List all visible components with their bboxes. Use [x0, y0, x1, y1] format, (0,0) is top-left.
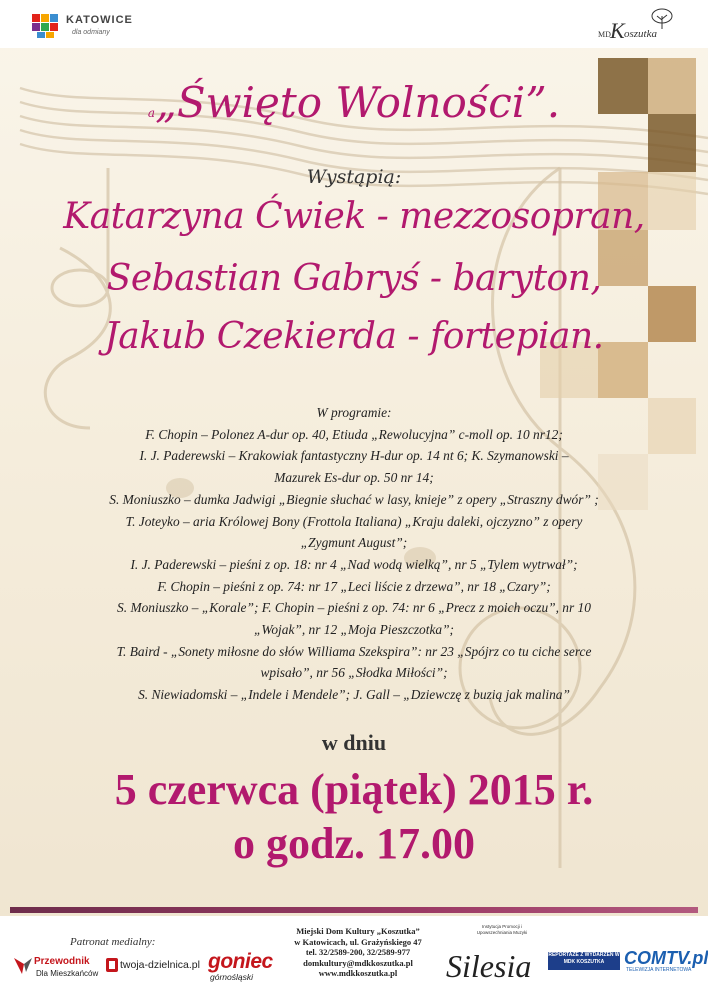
- programme-line: „Wojak”, nr 12 „Moja Pieszczotka”;: [253, 622, 454, 638]
- comtv-badge: REPORTAŻE Z WYDARZEŃ W MDK KOSZUTKA: [548, 952, 620, 970]
- address-line: www.mdkkoszutka.pl: [318, 968, 398, 979]
- title-text: „Święto Wolności”.: [155, 78, 561, 127]
- przewodnik-icon: [12, 954, 34, 976]
- event-time: o godz. 17.00: [233, 819, 475, 868]
- programme-line: T. Joteyko – aria Królowej Bony (Frottola Italiana) „Kraju daleki, ojczyzno” z opery: [125, 513, 583, 529]
- title-prefix: a: [147, 106, 156, 120]
- twoja-dzielnica-name: twoja-dzielnica.pl: [120, 959, 200, 971]
- programme-line: Mazurek Es-dur op. 50 nr 14;: [274, 470, 434, 486]
- performer-2: Sebastian Gabryś - baryton,: [106, 258, 602, 299]
- przewodnik-logo: [12, 952, 104, 984]
- mdk-initial: K: [610, 18, 625, 43]
- goniec-logo: [208, 950, 272, 986]
- programme-line: wpisało”, nr 56 „Słodka Miłości”;: [260, 665, 448, 681]
- programme-line: I. J. Paderewski – Krakowiak fantastyczny H-dur op. 14 nt 6; K. Szymanowski –: [139, 448, 569, 464]
- twoja-dzielnica-logo: [106, 956, 202, 976]
- performer-1: Katarzyna Ćwiek - mezzosopran,: [63, 196, 645, 237]
- event-date: 5 czerwca (piątek) 2015 r.: [114, 765, 594, 814]
- przewodnik-tagline: Dla Mieszkańców: [36, 969, 99, 978]
- organizer-address: [278, 926, 438, 979]
- programme-line: S. Moniuszko – „Korale”; F. Chopin – pieśni z op. 74: nr 6 „Precz z moich oczu”, nr 10: [117, 600, 591, 616]
- footer: [0, 916, 708, 1000]
- goniec-name: goniec: [208, 950, 273, 973]
- programme-line: S. Moniuszko – dumka Jadwigi „Biegnie słuchać w lasy, knieje” z opery „Straszny dwór” ;: [109, 491, 599, 507]
- address-line: Miejski Dom Kultury „Koszutka”: [296, 926, 420, 936]
- comtv-name: COMTV.pl: [624, 948, 708, 968]
- programme-line: „Zygmunt August”;: [300, 535, 408, 551]
- programme-line: T. Baird - „Sonety miłosne do słów Williama Szekspira”: nr 23 „Spójrz co tu ciche serce: [116, 643, 592, 659]
- programme: [40, 402, 668, 706]
- katowice-tagline: dla odmiany: [72, 29, 110, 36]
- performer-3: Jakub Czekierda - fortepian.: [104, 316, 604, 357]
- comtv-tagline: TELEWIZJA INTERNETOWA: [626, 967, 692, 973]
- mdk-prefix: MD: [598, 30, 611, 39]
- programme-heading: W programie:: [316, 405, 392, 420]
- programme-line: S. Niewiadomski – „Indele i Mendele”; J. Gall – „Dziewczę z buzią jak malina”: [138, 687, 570, 703]
- date-intro: w dniu: [321, 730, 387, 755]
- silesia-name: Silesia: [446, 948, 532, 984]
- footer-stripe: [10, 907, 698, 913]
- silesia-institution: Instytucja Promocji i Upowszechniania Muzyki: [476, 924, 528, 935]
- address-line: w Katowicach, ul. Grażyńskiego 47: [294, 936, 422, 947]
- comtv-logo: [548, 948, 708, 976]
- przewodnik-name: Przewodnik: [34, 956, 90, 967]
- media-patronage-label: Patronat medialny:: [70, 936, 156, 948]
- address-line: tel. 32/2589-200, 32/2589-977: [305, 947, 411, 958]
- programme-line: F. Chopin – pieśni z op. 74: nr 17 „Leci liście z drzewa”, nr 18 „Czary”;: [157, 578, 551, 594]
- programme-line: I. J. Paderewski – pieśni z op. 18: nr 4 „Nad wodą wielką”, nr 5 „Tylem wytrwał”;: [130, 556, 578, 572]
- performers-intro: Wystąpią:: [306, 166, 402, 188]
- twoja-dzielnica-icon: [106, 958, 118, 972]
- address-line: domkultury@mdkkoszutka.pl: [303, 957, 413, 968]
- katowice-name: KATOWICE: [66, 14, 133, 26]
- silesia-logo: [446, 924, 542, 996]
- programme-line: F. Chopin – Polonez A-dur op. 40, Etiuda „Rewolucyjna” c-moll op. 10 nr12;: [145, 426, 563, 442]
- goniec-tagline: górnośląski: [210, 972, 253, 982]
- mdk-name: oszutka: [624, 28, 657, 40]
- event-title: [0, 78, 708, 127]
